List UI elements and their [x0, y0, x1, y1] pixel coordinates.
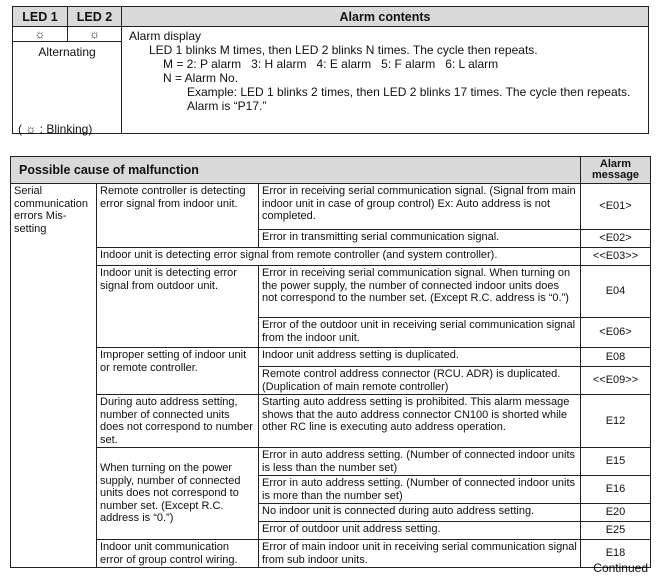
desc-e18: Error of main indoor unit in receiving serial communication signal from sub indoor units. — [259, 540, 581, 568]
desc-e02: Error in transmitting serial communication signal. — [259, 230, 581, 248]
alarm-message-header: Alarm message — [581, 157, 651, 184]
alarm-display-label: Alarm display — [129, 29, 202, 43]
msg-e03: <<E03>> — [581, 248, 651, 266]
cause-header: Possible cause of malfunction — [11, 157, 581, 184]
led2-header: LED 2 — [68, 7, 122, 27]
msg-e18: E18 — [581, 540, 651, 568]
alarm-line-3: N = Alarm No. — [163, 71, 239, 85]
cause-power-on-count: When turning on the power supply, number of connected units does not correspond to number set. (Except R.C. address is “0.”) — [97, 448, 259, 540]
desc-e04: Error in receiving serial communication signal. When turning on the power supply, the number of connected indoor units does not correspond to the number set. (Except R.C. address is “0.”) — [259, 266, 581, 318]
blinking-note: ( ☼ : Blinking) — [18, 122, 93, 136]
desc-e09: Remote control address connector (RCU. ADR) is duplicated. (Duplication of main remote controller) — [259, 367, 581, 395]
msg-e12: E12 — [581, 395, 651, 448]
alarm-line-5: Alarm is “P17.” — [187, 99, 267, 113]
led1-header: LED 1 — [13, 7, 68, 27]
desc-e16: Error in auto address setting. (Number of connected indoor units is more than the number set) — [259, 476, 581, 504]
cause-improper-setting: Improper setting of indoor unit or remote controller. — [97, 348, 259, 395]
alarm-line-1: LED 1 blinks M times, then LED 2 blinks N times. The cycle then repeats. — [149, 43, 538, 57]
desc-e12: Starting auto address setting is prohibited. This alarm message shows that the auto address connector CN100 is shorted while other RC line is executing auto address operation. — [259, 395, 581, 448]
alarm-line-4: Example: LED 1 blinks 2 times, then LED 2 blinks 17 times. The cycle then repeats. — [187, 85, 631, 99]
led1-blink-icon: ☼ — [13, 27, 68, 42]
alarm-line-2: M = 2: P alarm 3: H alarm 4: E alarm 5: F alarm 6: L alarm — [163, 57, 499, 71]
alternating-label: Alternating — [13, 42, 122, 134]
desc-e01: Error in receiving serial communication signal. (Signal from main indoor unit in case of group control) Ex: Auto address is not completed. — [259, 184, 581, 230]
led2-blink-icon: ☼ — [68, 27, 122, 42]
cause-remote-detecting: Remote controller is detecting error signal from indoor unit. — [97, 184, 259, 248]
cause-auto-address: During auto address setting, number of connected units does not correspond to number set. — [97, 395, 259, 448]
desc-e25: Error of outdoor unit address setting. — [259, 522, 581, 540]
msg-e16: E16 — [581, 476, 651, 504]
malfunction-table — [10, 156, 651, 568]
desc-e03: Indoor unit is detecting error signal from remote controller (and system controller). — [97, 248, 581, 266]
category-cell: Serial communication errors Mis-setting — [11, 184, 97, 568]
desc-e15: Error in auto address setting. (Number of connected indoor units is less than the number set) — [259, 448, 581, 476]
msg-e25: E25 — [581, 522, 651, 540]
alarm-contents-cell — [122, 27, 649, 134]
msg-e09: <<E09>> — [581, 367, 651, 395]
alarm-contents-header: Alarm contents — [122, 7, 649, 27]
msg-e01: <E01> — [581, 184, 651, 230]
desc-e06: Error of the outdoor unit in receiving serial communication signal from the indoor unit. — [259, 318, 581, 348]
led-alarm-table — [12, 6, 649, 134]
msg-e02: <E02> — [581, 230, 651, 248]
continued-label: Continued — [593, 561, 648, 575]
cause-indoor-from-outdoor: Indoor unit is detecting error signal from outdoor unit. — [97, 266, 259, 348]
msg-e06: <E06> — [581, 318, 651, 348]
msg-e20: E20 — [581, 504, 651, 522]
desc-e20: No indoor unit is connected during auto address setting. — [259, 504, 581, 522]
msg-e08: E08 — [581, 348, 651, 367]
msg-e04: E04 — [581, 266, 651, 318]
cause-group-wiring: Indoor unit communication error of group control wiring. — [97, 540, 259, 568]
msg-e15: E15 — [581, 448, 651, 476]
desc-e08: Indoor unit address setting is duplicated. — [259, 348, 581, 367]
